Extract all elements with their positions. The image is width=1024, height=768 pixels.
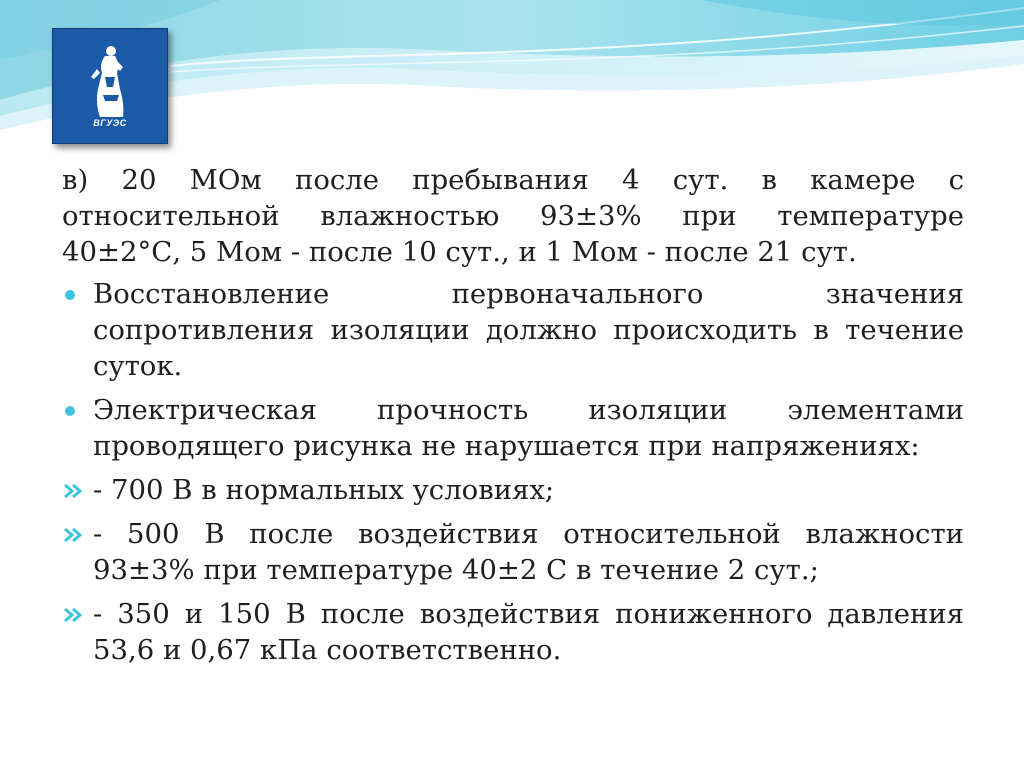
arrow-bullet-icon [62, 472, 84, 508]
intro-paragraph: в) 20 МОм после пребывания 4 сут. в камере с относительной влажностью 93±3% при температуре 40±2°С, 5 Мом - после 10 сут., и 1 Мом - после 21 сут. [62, 164, 964, 268]
arrow-item-text: - 700 В в нормальных условиях; [93, 474, 555, 506]
arrow-bullet-icon [62, 516, 84, 552]
arrow-item [62, 596, 964, 668]
arrow-item-text: - 350 и 150 В после воздействия пониженного давления 53,6 и 0,67 кПа соответственно. [93, 598, 964, 666]
bullet-text: Восстановление первоначального значения сопротивления изоляции должно происходить в течение суток. [93, 278, 964, 382]
arrow-item-text: - 500 В после воздействия относительной влажности 93±3% при температуре 40±2 С в течение 2 сут.; [93, 518, 964, 586]
slide-body [62, 162, 964, 676]
arrow-bullet-icon [62, 596, 84, 632]
bullet-item [62, 276, 964, 384]
university-logo [52, 28, 168, 144]
logo-caption: ВГУЭС [93, 118, 127, 128]
bullet-item [62, 392, 964, 464]
arrow-item [62, 472, 964, 508]
bullet-text: Электрическая прочность изоляции элементами проводящего рисунка не нарушается при напряжениях: [93, 394, 964, 462]
arrow-item [62, 516, 964, 588]
bullet-dot-icon [62, 276, 84, 312]
bullet-dot-icon [62, 392, 84, 428]
